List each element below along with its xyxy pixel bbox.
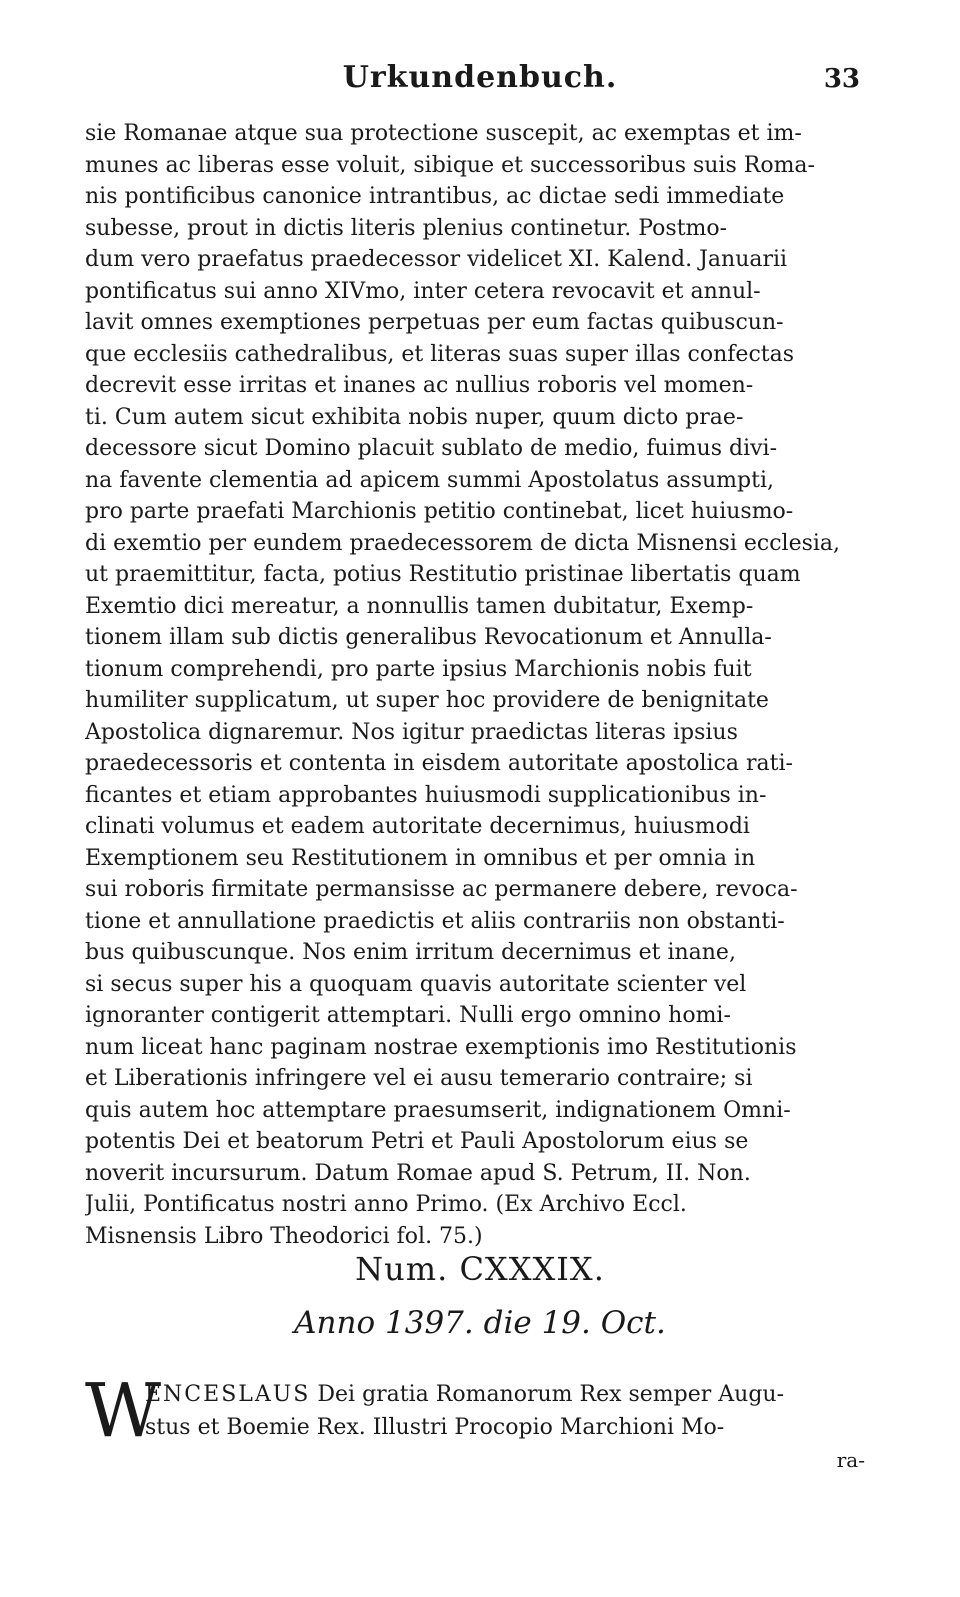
text-line: humiliter supplicatum, ut super hoc providere de benignitate — [85, 688, 769, 713]
document-number-heading: Num. CXXXIX. — [355, 1250, 605, 1288]
document-date-heading: Anno 1397. die 19. Oct. — [294, 1305, 666, 1341]
text-line: praedecessoris et contenta in eisdem autoritate apostolica rati- — [85, 751, 793, 776]
catchword: ra- — [836, 1448, 865, 1472]
text-line: subesse, prout in dictis literis plenius continetur. Postmo- — [85, 215, 728, 241]
charter-opening-name: ENCESLAUS — [145, 1382, 311, 1407]
text-line: num liceat hanc paginam nostrae exemptionis imo Restitutionis — [85, 1034, 797, 1060]
text-line: noverit incursurum. Datum Romae apud S. Petrum, II. Non. — [85, 1160, 751, 1186]
text-line: et Liberationis infringere vel ei ausu temerario contraire; si — [85, 1066, 753, 1091]
text-line: nis pontificibus canonice intrantibus, ac dictae sedi immediate — [85, 184, 785, 209]
text-line: Julii, Pontificatus nostri anno Primo. (Ex Archivo Eccl. — [85, 1192, 687, 1217]
text-line: Exemtio dici mereatur, a nonnullis tamen dubitatur, Exemp- — [85, 593, 754, 619]
text-line: potentis Dei et beatorum Petri et Pauli Apostolorum eius se — [85, 1129, 749, 1154]
text-line: sie Romanae atque sua protectione suscepit, ac exemptas et im- — [85, 121, 802, 146]
charter-line-text: Dei gratia Romanorum Rex semper Augu- — [310, 1382, 785, 1407]
charter-line — [145, 1378, 875, 1411]
charter-line: stus et Boemie Rex. Illustri Procopio Marchioni Mo- — [145, 1415, 725, 1440]
text-line: pontificatus sui anno XIVmo, inter cetera revocavit et annul- — [85, 278, 761, 304]
text-line: decrevit esse irritas et inanes ac nullius roboris vel momen- — [85, 373, 754, 398]
text-line: clinati volumus et eadem autoritate decernimus, huiusmodi — [85, 814, 750, 839]
text-line: dum vero praefatus praedecessor videlicet XI. Kalend. Januarii — [85, 247, 788, 272]
text-line: di exemtio per eundem praedecessorem de dicta Misnensi ecclesia, — [85, 530, 841, 556]
text-line: bus quibuscunque. Nos enim irritum decernimus et inane, — [85, 940, 736, 965]
text-line: ficantes et etiam approbantes huiusmodi supplicationibus in- — [85, 782, 767, 808]
text-line: munes ac liberas esse voluit, sibique et successoribus suis Roma- — [85, 152, 815, 178]
running-head — [0, 60, 960, 104]
text-line: pro parte praefati Marchionis petitio continebat, licet huiusmo- — [85, 499, 794, 524]
charter-lines — [145, 1378, 875, 1444]
text-line: sui roboris firmitate permansisse ac permanere debere, revoca- — [85, 877, 798, 902]
page-number: 33 — [823, 64, 860, 94]
charter-opening — [85, 1368, 875, 1468]
text-line: tione et annullatione praedictis et aliis contrariis non obstanti- — [85, 908, 785, 934]
text-line: Exemptionem seu Restitutionem in omnibus et per omnia in — [85, 845, 756, 871]
text-line: Misnensis Libro Theodorici fol. 75.) — [85, 1223, 483, 1249]
text-line: Apostolica dignaremur. Nos igitur praedictas literas ipsius — [85, 719, 738, 745]
text-line: ti. Cum autem sicut exhibita nobis nuper, quum dicto prae- — [85, 404, 744, 430]
drop-cap-initial: W — [85, 1368, 162, 1454]
text-line: na favente clementia ad apicem summi Apostolatus assumpti, — [85, 467, 774, 493]
body-text — [85, 118, 875, 1252]
text-line: ignoranter contigerit attemptari. Nulli ergo omnino homi- — [85, 1003, 731, 1028]
text-line: quis autem hoc attemptare praesumserit, indignationem Omni- — [85, 1097, 791, 1123]
text-line: si secus super his a quoquam quavis autoritate scienter vel — [85, 971, 747, 997]
text-line: que ecclesiis cathedralibus, et literas suas super illas confectas — [85, 341, 795, 367]
text-line: lavit omnes exemptiones perpetuas per eum factas quibuscun- — [85, 310, 784, 335]
text-line: tionem illam sub dictis generalibus Revocationum et Annulla- — [85, 625, 772, 650]
text-line: ut praemittitur, facta, potius Restitutio pristinae libertatis quam — [85, 562, 801, 587]
text-line: decessore sicut Domino placuit sublato de medio, fuimus divi- — [85, 436, 778, 461]
text-line: tionum comprehendi, pro parte ipsius Marchionis nobis fuit — [85, 656, 752, 682]
running-title: Urkundenbuch. — [342, 60, 618, 95]
